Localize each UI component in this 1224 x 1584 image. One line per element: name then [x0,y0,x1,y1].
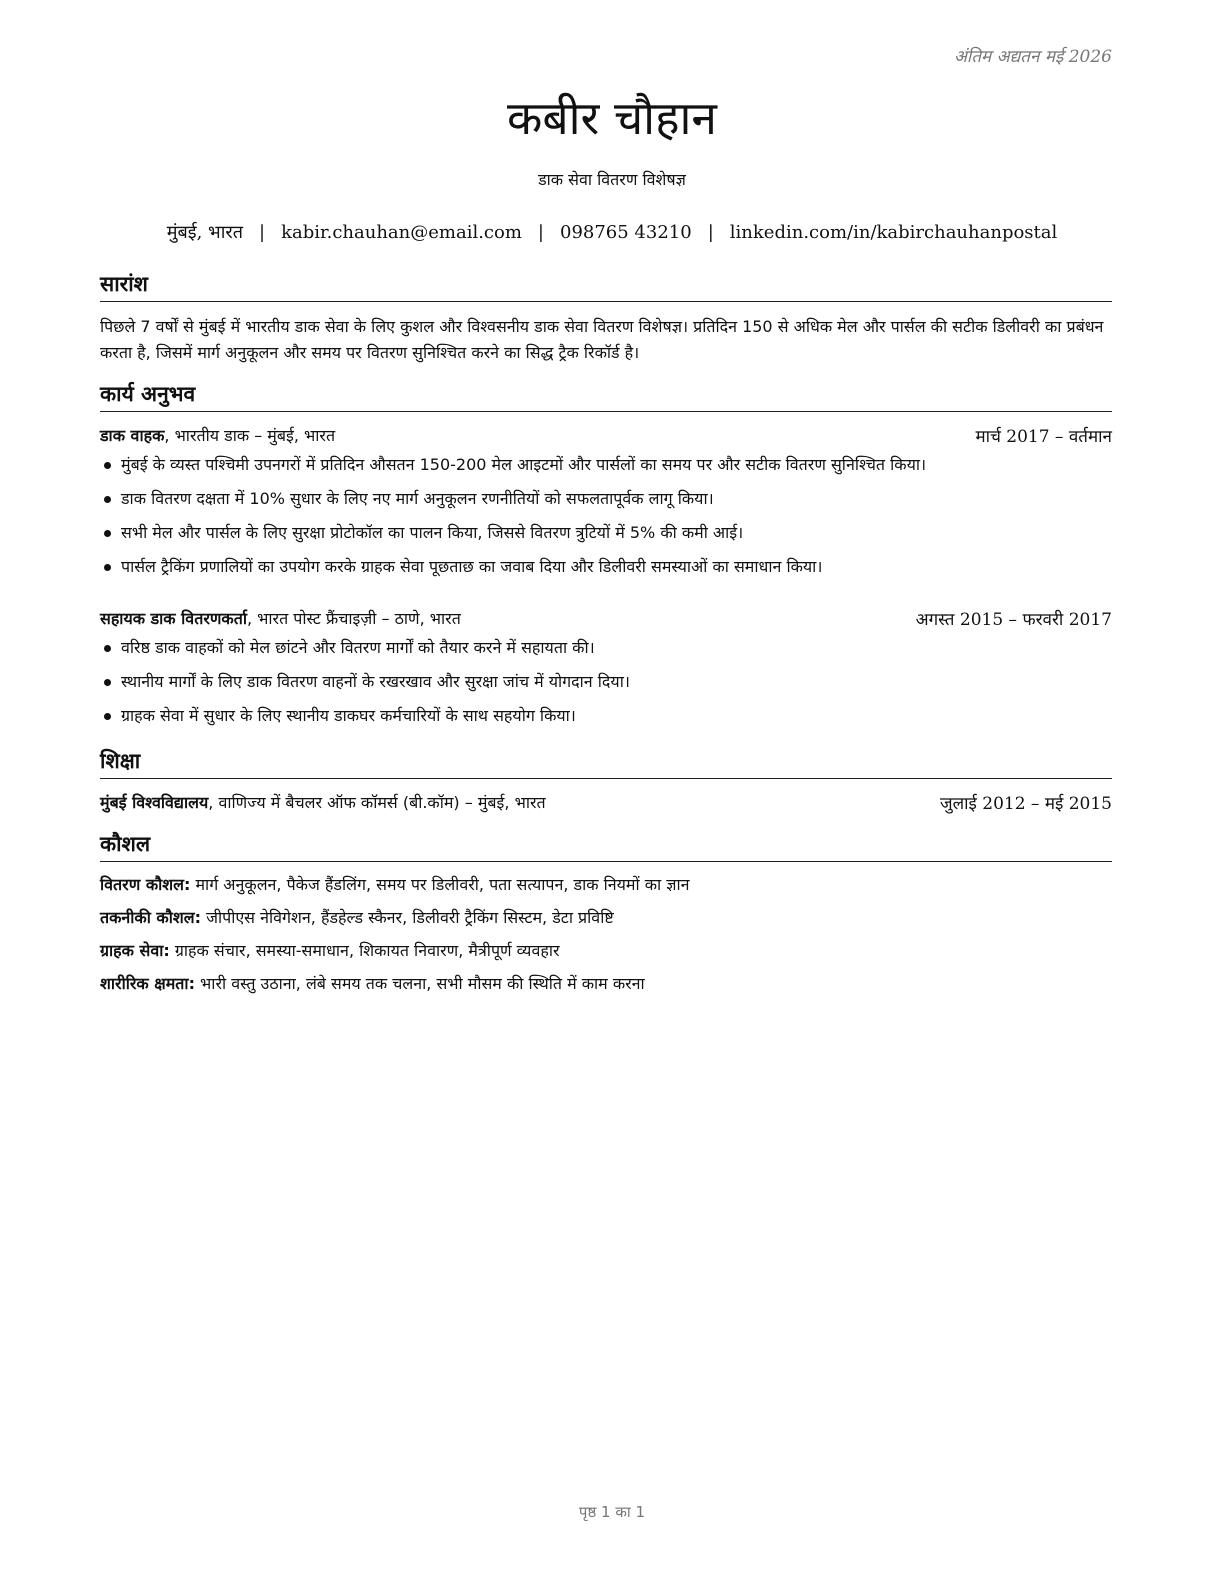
skill-row [100,874,1112,907]
job-bullet: डाक वितरण दक्षता में 10% सुधार के लिए नए मार्ग अनुकूलन रणनीतियों को सफलतापूर्वक लागू किया। [100,488,1112,522]
contact-email[interactable]: kabir.chauhan@email.com [281,222,522,243]
experience-heading: कार्य अनुभव [100,380,1112,412]
skills-list [100,874,1112,1006]
job-dates: अगस्त 2015 – फरवरी 2017 [915,610,1112,630]
education-degree: , वाणिज्य में बैचलर ऑफ कॉमर्स (बी.कॉम) – मुंबई, भारत [208,793,546,812]
skill-value: मार्ग अनुकूलन, पैकेज हैंडलिंग, समय पर डिलीवरी, पता सत्यापन, डाक नियमों का ज्ञान [190,875,690,894]
contact-separator: | [537,222,544,243]
education-school: मुंबई विश्वविद्यालय [100,793,209,812]
job-bullet: स्थानीय मार्गों के लिए डाक वितरण वाहनों के रखरखाव और सुरक्षा जांच में योगदान दिया। [100,671,1112,705]
education-dates: जुलाई 2012 – मई 2015 [939,794,1112,814]
skill-label: वितरण कौशल: [100,875,191,894]
contact-separator: | [707,222,714,243]
contact-line [0,220,1224,244]
education-entry [100,791,1112,814]
job-title-line [100,607,461,630]
job-bullet-list [100,637,1112,739]
job-org: , भारत पोस्ट फ्रैंचाइज़ी – ठाणे, भारत [246,609,461,628]
contact-location: मुंबई, भारत [166,222,243,243]
job-bullet: सभी मेल और पार्सल के लिए सुरक्षा प्रोटोकॉल का पालन किया, जिससे वितरण त्रुटियों में 5% की कमी आई। [100,522,1112,556]
skill-label: ग्राहक सेवा: [100,941,170,960]
job-bullet: ग्राहक सेवा में सुधार के लिए स्थानीय डाकघर कर्मचारियों के साथ सहयोग किया। [100,705,1112,739]
skill-row [100,940,1112,973]
skill-label: शारीरिक क्षमता: [100,974,195,993]
skill-value: ग्राहक संचार, समस्या-समाधान, शिकायत निवारण, मैत्रीपूर्ण व्यवहार [169,941,560,960]
job-bullet: वरिष्ठ डाक वाहकों को मेल छांटने और वितरण मार्गों को तैयार करने में सहायता की। [100,637,1112,671]
job-role: सहायक डाक वितरणकर्ता [100,609,247,628]
skill-value: जीपीएस नेविगेशन, हैंडहेल्ड स्कैनर, डिलीवरी ट्रैकिंग सिस्टम, डेटा प्रविष्टि [201,908,614,927]
job-bullet: मुंबई के व्यस्त पश्चिमी उपनगरों में प्रतिदिन औसतन 150-200 मेल आइटमों और पार्सलों का समय पर और सटीक वितरण सुनिश्चित किया। [100,454,1112,488]
job-org: , भारतीय डाक – मुंबई, भारत [164,426,336,445]
skills-heading: कौशल [100,830,1112,862]
last-updated-note: अंतिम अद्यतन मई 2026 [953,47,1112,67]
job-header [100,424,1112,447]
job-dates: मार्च 2017 – वर्तमान [975,427,1112,447]
candidate-title: डाक सेवा वितरण विशेषज्ञ [538,170,686,189]
education-heading: शिक्षा [100,747,1112,779]
skill-label: तकनीकी कौशल: [100,908,201,927]
summary-text: पिछले 7 वर्षों से मुंबई में भारतीय डाक सेवा के लिए कुशल और विश्वसनीय डाक सेवा वितरण विशेषज्ञ। प्रतिदिन 150 से अधिक मेल और पार्सल की सटीक डिलीवरी का प्रबंधन करता है, जिसमें मार्ग अनुकूलन और समय पर वितरण सुनिश्चित करने का सिद्ध ट्रैक रिकॉर्ड है। [100,317,1104,362]
job-title-line [100,424,335,447]
education-line [100,791,546,814]
skill-row [100,907,1112,940]
skill-row [100,973,1112,1006]
job-bullet: पार्सल ट्रैकिंग प्रणालियों का उपयोग करके ग्राहक सेवा पूछताछ का जवाब दिया और डिलीवरी समस्याओं का समाधान किया। [100,556,1112,590]
candidate-name: कबीर चौहान [507,91,717,145]
summary-heading: सारांश [100,270,1112,302]
contact-phone: 098765 43210 [560,222,692,243]
job-header [100,607,1112,630]
job-bullet-list [100,454,1112,590]
page-number: पृष्ठ 1 का 1 [578,1503,646,1521]
contact-linkedin[interactable]: linkedin.com/in/kabirchauhanpostal [729,222,1058,243]
contact-separator: | [258,222,266,243]
job-role: डाक वाहक [100,426,165,445]
skill-value: भारी वस्तु उठाना, लंबे समय तक चलना, सभी मौसम की स्थिति में काम करना [194,974,645,993]
